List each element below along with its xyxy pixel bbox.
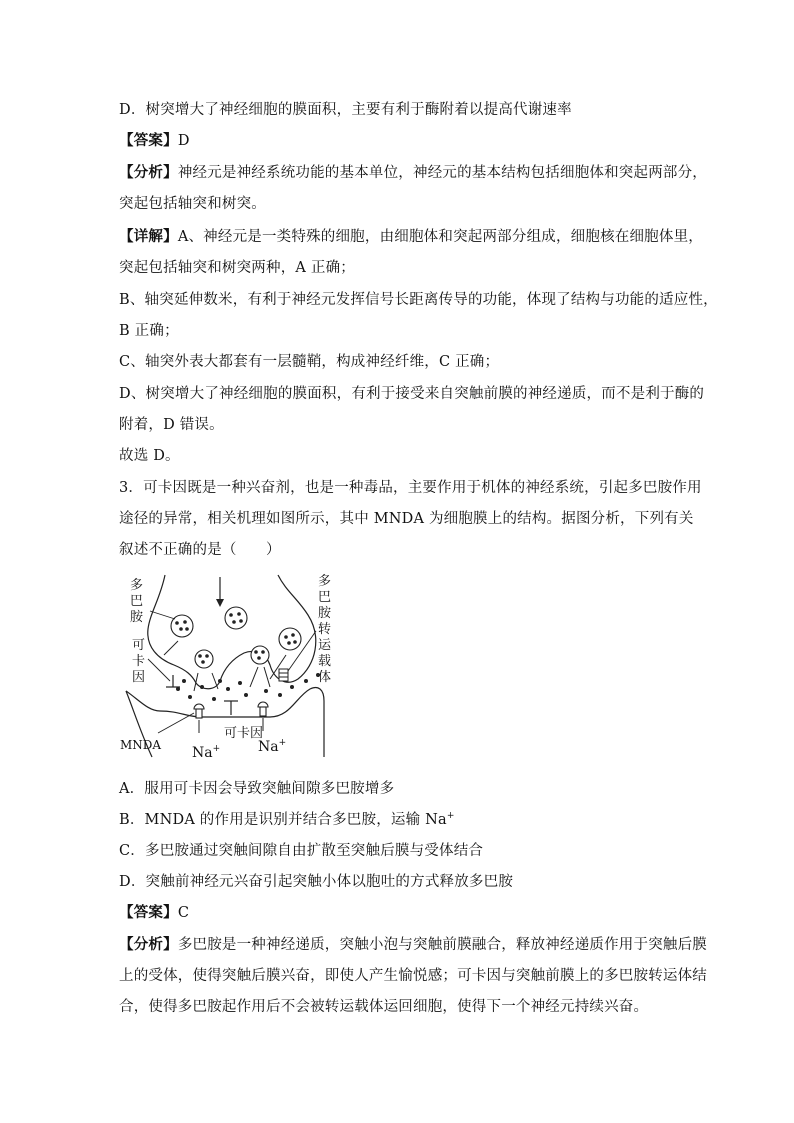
question-3-line-2: 途径的异常，相关机理如图所示，其中 MNDA 为细胞膜上的结构。据图分析，下列有关 [119,511,694,527]
answer-line-q2 [119,131,190,151]
detail-text: A、神经元是一类特殊的细胞，由细胞体和突起两部分组成，细胞核在细胞体里， [177,229,703,245]
conclusion-line: 故选 D。 [119,448,180,464]
question-3-line-1: 3．可卡因既是一种兴奋剂，也是一种毒品，主要作用于机体的神经系统，引起多巴胺作用 [119,480,702,496]
option-d-prev: D．树突增大了神经细胞的膜面积，主要有利于酶附着以提高代谢速率 [119,102,572,118]
cocaine-label-1: 可 [132,638,146,653]
analysis-tag: 【分析】 [119,164,178,181]
analysis-text: 多巴胺是一种神经递质，突触小泡与突触前膜融合，释放神经递质作用于突触后膜 [177,937,708,953]
detail-line-b-cont: B 正确； [119,323,179,339]
analysis-tag: 【分析】 [119,936,178,953]
detail-line-c: C、轴突外表大都套有一层髓鞘，构成神经纤维，C 正确； [119,354,500,370]
answer-value: C [177,905,190,921]
transporter-label-7: 体 [318,670,332,685]
na-label-left: Na+ [192,744,221,761]
vesicle [279,628,301,650]
transporter-label-6: 载 [318,654,332,669]
synapse-diagram [120,571,335,761]
cocaine-label-2: 卡 [132,654,146,669]
analysis-line-q3 [119,935,707,955]
vesicle [225,607,247,629]
option-c: C．多巴胺通过突触间隙自由扩散至突触后膜与受体结合 [119,843,484,859]
answer-value: D [177,133,190,149]
dopamine-label-2: 巴 [130,594,144,609]
mnda-label: MNDA [120,738,162,752]
detail-tag: 【详解】 [119,228,178,245]
answer-tag: 【答案】 [119,132,178,149]
option-b [119,810,455,830]
analysis-line-q2-cont: 突起包括轴突和树突。 [119,196,266,212]
option-b-text: B．MNDA 的作用是识别并结合多巴胺，运输 Na [119,812,447,828]
transporter-protein [279,669,288,681]
analysis-text: 神经元是神经系统功能的基本单位，神经元的基本结构包括细胞体和突起两部分， [177,165,708,181]
option-b-sup: + [446,811,455,822]
detail-line-d-cont: 附着，D 错误。 [119,417,224,433]
analysis-line-q3-cont-2: 合，使得多巴胺起作用后不会被转运载体运回细胞，使得下一个神经元持续兴奋。 [119,999,649,1015]
cocaine-label-3: 因 [132,670,146,685]
dopamine-label-1: 多 [130,578,144,593]
answer-tag: 【答案】 [119,904,178,921]
detail-line-b: B、轴突延伸数米，有利于神经元发挥信号长距离传导的功能，体现了结构与功能的适应性， [119,292,718,308]
vesicle [171,615,193,637]
question-3-line-3: 叙述不正确的是（ ） [119,542,281,558]
dopamine-label-3: 胺 [130,610,144,625]
na-label-right: Na+ [258,738,287,755]
detail-line-a-cont: 突起包括轴突和树突两种，A 正确； [119,260,355,276]
answer-line-q3 [119,903,189,923]
transporter-label-1: 多 [318,574,332,589]
option-a: A．服用可卡因会导致突触间隙多巴胺增多 [119,781,395,797]
transporter-label-3: 胺 [318,606,332,621]
transporter-label-2: 巴 [318,590,332,605]
cocaine-label-bottom: 可卡因 [224,726,264,741]
option-d: D．突触前神经元兴奋引起突触小体以胞吐的方式释放多巴胺 [119,874,514,890]
detail-line-d: D、树突增大了神经细胞的膜面积，有利于接受来自突触前膜的神经递质，而不是利于酶的 [119,386,705,402]
transporter-label-5: 运 [318,638,332,653]
detail-line-q2 [119,227,703,247]
transporter-label-4: 转 [318,622,332,637]
analysis-line-q2 [119,163,707,183]
analysis-line-q3-cont-1: 上的受体，使得突触后膜兴奋，即使人产生愉悦感；可卡因与突触前膜上的多巴胺转运体结 [119,968,707,984]
